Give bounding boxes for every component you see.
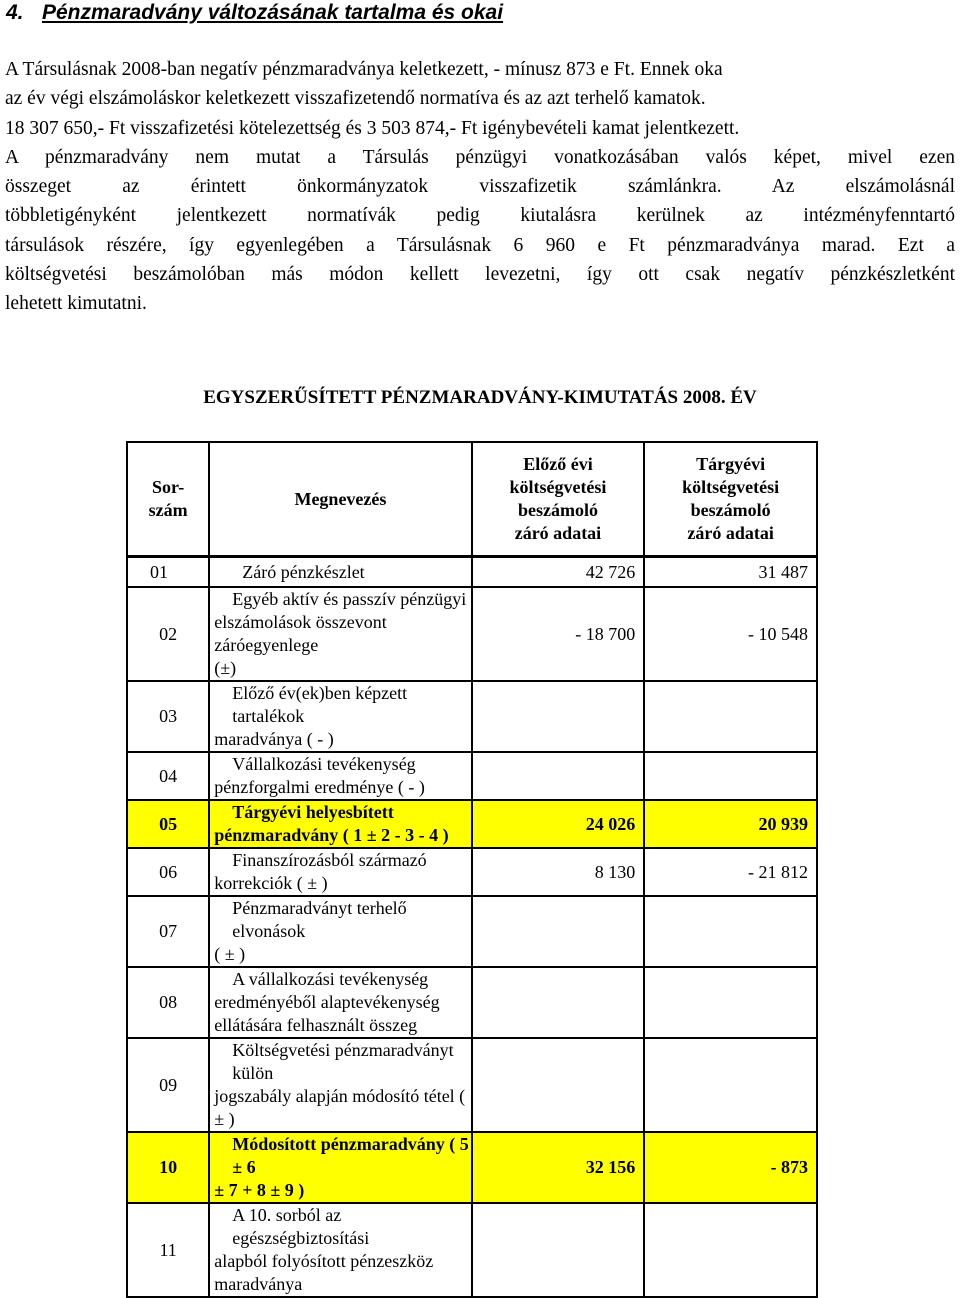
row-name-line: Finanszírozásból származó: [232, 850, 427, 870]
row-name-line: ± 7 + 8 ± 9 ): [214, 1180, 305, 1200]
row-name-line: Vállalkozási tevékenység: [232, 754, 416, 774]
paragraph-line: A pénzmaradvány nem mutat a Társulás pénzügyi vonatkozásában valós képet, mivel ezen: [5, 146, 955, 168]
row-number-cell: 01: [127, 557, 209, 588]
previous-year-value: [472, 681, 645, 752]
header-text: költségvetési: [509, 477, 607, 497]
row-name-line: elszámolások összevont záróegyenlege: [214, 612, 387, 655]
header-current-year: [644, 442, 817, 557]
previous-year-value: 42 726: [472, 557, 645, 588]
header-previous-year: [472, 442, 645, 557]
row-name-line: A vállalkozási tevékenység: [232, 969, 429, 989]
table-row: [127, 752, 817, 800]
row-name-cell: [209, 752, 471, 800]
current-year-value: - 873: [644, 1132, 817, 1203]
row-name-line: Záró pénzkészlet: [242, 561, 365, 582]
row-name-line: ( ± ): [214, 944, 246, 964]
table-row: [127, 848, 817, 896]
table-row: [127, 800, 817, 848]
table-row: [127, 1203, 817, 1297]
row-name-line: pénzforgalmi eredménye ( - ): [214, 777, 425, 797]
paragraph-line: lehetett kimutatni.: [5, 293, 147, 315]
table-row: [127, 1038, 817, 1132]
row-name-line: maradványa ( - ): [214, 729, 334, 749]
current-year-value: [644, 752, 817, 800]
current-year-value: - 21 812: [644, 848, 817, 896]
row-name-line: Pénzmaradványt terhelő elvonások: [232, 898, 407, 941]
row-number-cell: 02: [127, 587, 209, 681]
header-text: szám: [148, 500, 188, 520]
header-text: beszámoló: [517, 500, 598, 520]
section-heading: [6, 0, 503, 26]
header-name: Megnevezés: [209, 442, 471, 557]
row-name-line: (±): [214, 658, 237, 678]
row-number-cell: 04: [127, 752, 209, 800]
row-name-line: alapból folyósított pénzeszköz: [214, 1251, 434, 1271]
header-text: záró adatai: [687, 523, 774, 543]
paragraph-line: A Társulásnak 2008-ban negatív pénzmaradványa keletkezett, - mínusz 873 e Ft. Ennek oka: [5, 59, 723, 80]
row-number-cell: 10: [127, 1132, 209, 1203]
row-name-cell: [209, 557, 471, 588]
row-number-cell: 11: [127, 1203, 209, 1297]
row-name-line: ellátására felhasznált összeg: [214, 1015, 418, 1035]
row-name-line: Módosított pénzmaradvány ( 5 ± 6: [232, 1134, 469, 1177]
previous-year-value: [472, 967, 645, 1038]
row-number-cell: 07: [127, 896, 209, 967]
current-year-value: [644, 1203, 817, 1297]
table-title: EGYSZERŰSÍTETT PÉNZMARADVÁNY-KIMUTATÁS 2008. ÉV: [203, 387, 757, 408]
cash-remainder-table: [126, 441, 818, 1298]
row-number-cell: 06: [127, 848, 209, 896]
paragraph-line: az év végi elszámoláskor keletkezett visszafizetendő normatíva és az azt terhelő kamatok.: [5, 88, 706, 110]
body-paragraph: [5, 55, 955, 319]
row-name-line: korrekciók ( ± ): [214, 873, 328, 893]
paragraph-line: költségvetési beszámolóban más módon kellett levezetni, így ott csak negatív pénzkészletként: [5, 264, 955, 286]
row-name-cell: [209, 1203, 471, 1297]
header-text: beszámoló: [690, 500, 771, 520]
row-name-line: Tárgyévi helyesbített: [232, 802, 394, 822]
row-name-cell: [209, 848, 471, 896]
row-name-line: maradványa: [214, 1274, 303, 1294]
row-name-line: eredményéből alaptevékenység: [214, 992, 440, 1012]
row-name-line: jogszabály alapján módosító tétel ( ± ): [214, 1086, 466, 1129]
row-number-cell: 03: [127, 681, 209, 752]
table-row: [127, 967, 817, 1038]
row-name-line: pénzmaradvány ( 1 ± 2 - 3 - 4 ): [214, 825, 449, 845]
current-year-value: [644, 896, 817, 967]
table-header-row: [127, 442, 817, 557]
header-text: Sor-: [151, 477, 185, 497]
row-name-line: Egyéb aktív és passzív pénzügyi: [232, 589, 467, 609]
table-row: [127, 681, 817, 752]
paragraph-line: összeget az érintett önkormányzatok visszafizetik számlánkra. Az elszámolásnál: [5, 176, 955, 198]
header-row-number: [127, 442, 209, 557]
row-name-cell: [209, 800, 471, 848]
row-number-cell: 05: [127, 800, 209, 848]
previous-year-value: 32 156: [472, 1132, 645, 1203]
header-text: záró adatai: [514, 523, 602, 543]
table-row: [127, 587, 817, 681]
row-name-cell: [209, 967, 471, 1038]
row-number-cell: 08: [127, 967, 209, 1038]
header-text: Tárgyévi: [696, 454, 766, 474]
previous-year-value: 24 026: [472, 800, 645, 848]
row-name-cell: [209, 896, 471, 967]
paragraph-line: többletigényként jelentkezett normatívák pedig kiutalásra kerülnek az intézményfenntartó: [5, 205, 955, 227]
current-year-value: [644, 967, 817, 1038]
previous-year-value: 8 130: [472, 848, 645, 896]
paragraph-line: 18 307 650,- Ft visszafizetési kötelezettség és 3 503 874,- Ft igénybevételi kamat jelentkezett.: [5, 117, 740, 139]
row-name-line: A 10. sorból az egészségbiztosítási: [232, 1205, 370, 1248]
table-row: [127, 1132, 817, 1203]
previous-year-value: [472, 752, 645, 800]
header-text: Előző évi: [523, 454, 593, 474]
section-title: Pénzmaradvány változásának tartalma és okai: [42, 1, 504, 24]
row-name-cell: [209, 681, 471, 752]
paragraph-line: társulások részére, így egyenlegében a Társulásnak 6 960 e Ft pénzmaradványa marad. Ezt a: [5, 234, 955, 256]
header-text: költségvetési: [682, 477, 780, 497]
row-number-cell: 09: [127, 1038, 209, 1132]
table-row: [127, 896, 817, 967]
current-year-value: 20 939: [644, 800, 817, 848]
previous-year-value: - 18 700: [472, 587, 645, 681]
section-number: 4.: [6, 1, 24, 24]
row-name-line: Költségvetési pénzmaradványt külön: [232, 1040, 454, 1083]
current-year-value: [644, 1038, 817, 1132]
table-row: [127, 557, 817, 588]
row-name-cell: [209, 1132, 471, 1203]
current-year-value: [644, 681, 817, 752]
row-name-cell: [209, 1038, 471, 1132]
current-year-value: - 10 548: [644, 587, 817, 681]
previous-year-value: [472, 896, 645, 967]
row-name-line: Előző év(ek)ben képzett tartalékok: [232, 683, 408, 726]
row-name-cell: [209, 587, 471, 681]
previous-year-value: [472, 1038, 645, 1132]
previous-year-value: [472, 1203, 645, 1297]
current-year-value: 31 487: [644, 557, 817, 588]
